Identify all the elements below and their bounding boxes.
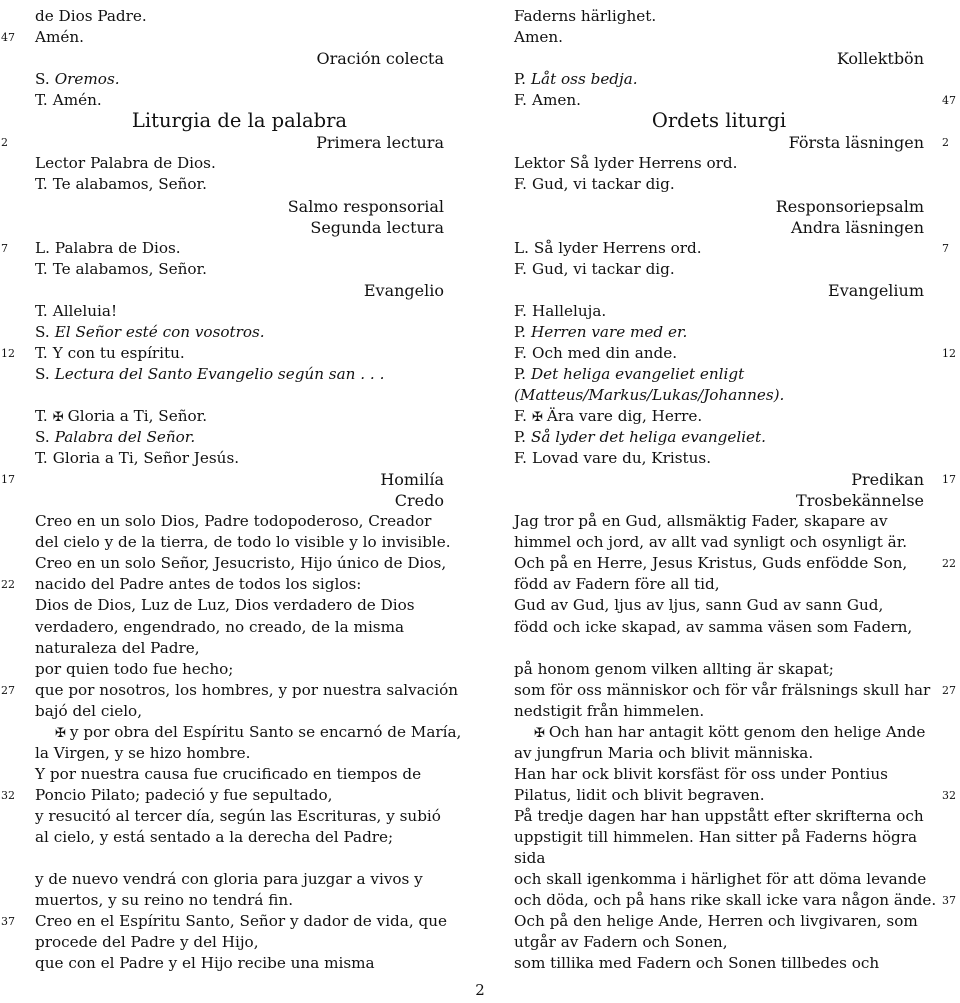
line-number: 12: [942, 346, 956, 360]
text-line: [514, 701, 924, 722]
speaker-label: T.: [35, 449, 48, 468]
text-line: [514, 553, 924, 574]
text-line: [514, 911, 924, 932]
line-text: Första läsningen: [788, 133, 924, 153]
line-text: Salmo responsorial: [287, 196, 444, 216]
text-line: [35, 701, 444, 722]
line-text: utgår av Fadern och Sonen,: [514, 933, 728, 952]
line-text: Dios de Dios, Luz de Luz, Dios verdadero de Dios: [35, 596, 415, 615]
text-line: [35, 174, 444, 195]
line-text: Te alabamos, Señor.: [52, 259, 207, 278]
text-line: [35, 911, 447, 932]
line-text: Och på den helige Ande, Herren och livgivaren, som: [514, 912, 918, 931]
line-text: Herren vare med er.: [530, 322, 688, 341]
text-line: [35, 301, 444, 322]
text-line: [514, 574, 924, 595]
subsection-heading: [514, 48, 924, 69]
text-line: [514, 595, 924, 616]
line-text: Homilía: [380, 470, 444, 490]
line-text: Halleluja.: [532, 301, 607, 320]
text-line: [514, 659, 924, 680]
line-text: al cielo, y está sentado a la derecha del Padre;: [35, 828, 394, 846]
speaker-label: P.: [514, 364, 526, 383]
line-number: 32: [942, 788, 956, 802]
text-line: [35, 6, 444, 27]
line-text: Liturgia de la palabra: [131, 109, 348, 133]
line-text: På tredje dagen har han uppstått efter skrifterna och: [514, 806, 924, 825]
line-text: Segunda lectura: [310, 217, 444, 237]
line-text: y por obra del Espíritu Santo se encarnó de María,: [69, 722, 462, 741]
line-number: 47: [942, 94, 956, 108]
line-text: Och på en Herre, Jesus Kristus, Guds enfödde Son,: [514, 554, 908, 573]
speaker-label: S.: [35, 322, 50, 341]
text-line: [514, 869, 927, 890]
text-line: [514, 827, 924, 848]
line-text: Palabra de Dios.: [90, 154, 216, 173]
text-line: [35, 259, 444, 280]
text-line: [514, 322, 924, 343]
text-line: [514, 890, 937, 911]
line-text: nedstigit från himmelen.: [514, 701, 705, 720]
line-text: sida: [514, 849, 546, 867]
subsection-heading: [35, 280, 444, 301]
line-text: född av Fadern före all tid,: [514, 575, 720, 594]
line-text: Oremos.: [54, 70, 120, 89]
subsection-heading: [35, 469, 444, 490]
speaker-label: T.: [35, 301, 48, 320]
line-text: Gloria a Ti, Señor.: [67, 406, 208, 425]
subsection-heading: [514, 469, 924, 490]
text-line: [514, 638, 924, 659]
speaker-label: T.: [35, 259, 48, 278]
subsection-heading: [514, 132, 924, 153]
line-text: Evangelium: [828, 280, 924, 300]
text-line: [35, 764, 444, 785]
line-text: Amen.: [514, 28, 563, 47]
line-text: Amén.: [35, 28, 84, 47]
line-text: Palabra de Dios.: [54, 238, 181, 257]
line-text: Y con tu espíritu.: [52, 343, 185, 362]
line-text: Kollektbön: [836, 49, 924, 69]
text-line: [35, 869, 444, 890]
cross-icon: ✠: [52, 409, 64, 425]
text-line: [514, 953, 924, 974]
line-number: 17: [942, 473, 956, 487]
line-text: y de nuevo vendrá con gloria para juzgar a vivos y: [35, 870, 423, 889]
line-text: Gloria a Ti, Señor Jesús.: [52, 449, 240, 468]
text-line: [514, 90, 924, 111]
line-text: Faderns härlighet.: [514, 7, 657, 25]
text-line: [514, 848, 924, 869]
text-line: [514, 448, 924, 469]
text-line: [35, 511, 444, 532]
speaker-label: F.: [514, 175, 527, 194]
line-text: (Matteus/Markus/Lukas/Johannes).: [514, 385, 785, 404]
line-text: Det heliga evangeliet enligt: [530, 364, 745, 383]
line-text: Te alabamos, Señor.: [52, 175, 207, 194]
line-text: Primera lectura: [316, 133, 444, 153]
text-line: [35, 680, 459, 701]
line-text: Gud, vi tackar dig.: [532, 175, 675, 194]
subsection-heading: [35, 48, 444, 69]
text-line: [514, 69, 924, 90]
line-text: que por nosotros, los hombres, y por nuestra salvación: [35, 680, 459, 699]
line-text: Låt oss bedja.: [530, 70, 638, 89]
speaker-label: Lector: [35, 154, 86, 173]
line-number: 2: [1, 136, 8, 150]
line-text: himmel och jord, av allt vad synligt och osynligt är.: [514, 533, 908, 552]
line-text: Han har ock blivit korsfäst för oss under Pontius: [514, 764, 888, 783]
text-line: [514, 259, 924, 280]
line-text: Credo: [394, 491, 444, 511]
line-text: på honom genom vilken allting är skapat;: [514, 659, 834, 678]
text-line: [35, 532, 451, 553]
line-text: Så lyder Herrens ord.: [569, 154, 738, 173]
line-text: Gud av Gud, ljus av ljus, sann Gud av sann Gud,: [514, 596, 884, 615]
subsection-heading: [35, 490, 444, 511]
line-text: och skall igenkomma i härlighet för att döma levande: [514, 870, 927, 889]
line-text: Palabra del Señor.: [54, 428, 196, 446]
text-line: [514, 722, 924, 743]
text-line: [514, 174, 924, 195]
line-text: Poncio Pilato; padeció y fue sepultado,: [35, 785, 333, 804]
line-text: som för oss människor och för vår frälsnings skull har: [514, 680, 931, 699]
text-line: [35, 69, 444, 90]
section-heading: [514, 109, 924, 133]
text-line: [514, 511, 924, 532]
line-text: Lectura del Santo Evangelio según san . . .: [54, 364, 385, 383]
speaker-label: S.: [35, 70, 50, 89]
line-text: por quien todo fue hecho;: [35, 659, 234, 678]
text-line: [35, 322, 444, 343]
text-line: [35, 953, 444, 974]
speaker-label: T.: [35, 91, 48, 110]
subsection-heading: [514, 217, 924, 238]
page-number: 2: [475, 981, 485, 999]
speaker-label: T.: [35, 406, 48, 425]
text-line: [514, 427, 924, 448]
line-text: av jungfrun Maria och blivit människa.: [514, 743, 814, 762]
line-number: 2: [942, 136, 949, 150]
cross-icon: ✠: [55, 725, 66, 741]
text-line: [35, 427, 444, 448]
line-text: la Virgen, y se hizo hombre.: [35, 743, 251, 762]
speaker-label: Lektor: [514, 154, 565, 173]
speaker-label: F.: [514, 406, 527, 425]
line-text: Jag tror på en Gud, allsmäktig Fader, skapare av: [514, 512, 888, 531]
text-line: [514, 385, 924, 406]
line-text: Och han har antagit kött genom den helige Ande: [548, 722, 926, 741]
text-line: [35, 448, 444, 469]
line-text: Evangelio: [363, 280, 444, 300]
text-line: [514, 343, 924, 364]
line-text: Trosbekännelse: [796, 491, 924, 511]
text-line: [514, 532, 924, 553]
text-line: [514, 785, 924, 806]
line-number: 37: [1, 915, 15, 929]
line-number: 22: [1, 578, 15, 592]
line-text: Creo en el Espíritu Santo, Señor y dador de vida, que: [35, 912, 447, 931]
line-text: naturaleza del Padre,: [35, 638, 200, 657]
line-number: 22: [942, 557, 956, 571]
line-number: 47: [1, 31, 15, 45]
text-line: [514, 617, 924, 638]
subsection-heading: [514, 280, 924, 301]
cross-icon: ✠: [534, 725, 545, 741]
text-line: [35, 343, 444, 364]
line-text: de Dios Padre.: [35, 7, 147, 25]
line-text: nacido del Padre antes de todos los siglos:: [35, 575, 362, 594]
subsection-heading: [514, 196, 924, 217]
speaker-label: L.: [514, 238, 529, 257]
speaker-label: P.: [514, 70, 526, 89]
line-text: och döda, och på hans rike skall icke vara någon ände.: [514, 891, 937, 910]
speaker-label: F.: [514, 343, 527, 362]
subsection-heading: [35, 196, 444, 217]
text-line: [35, 743, 444, 764]
text-line: [514, 27, 924, 48]
speaker-label: T.: [35, 343, 48, 362]
text-line: [514, 406, 924, 427]
line-number: 7: [1, 241, 8, 255]
text-line: [35, 890, 444, 911]
line-number: 32: [1, 788, 15, 802]
line-number: 12: [1, 346, 15, 360]
line-text: Ära vare dig, Herre.: [546, 406, 703, 425]
text-line: [35, 595, 444, 616]
text-line: [35, 659, 444, 680]
text-line: [35, 238, 444, 259]
text-line: [35, 153, 444, 174]
line-text: muertos, y su reino no tendrá fin.: [35, 891, 294, 910]
line-text: verdadero, engendrado, no creado, de la misma: [35, 617, 405, 636]
subsection-heading: [35, 217, 444, 238]
line-text: Ordets liturgi: [651, 109, 787, 133]
text-line: [514, 6, 924, 27]
line-number: 27: [942, 683, 956, 697]
speaker-label: S.: [35, 428, 50, 446]
line-text: som tillika med Fadern och Sonen tillbedes och: [514, 954, 880, 973]
line-text: Oración colecta: [316, 49, 444, 69]
line-text: procede del Padre y del Hijo,: [35, 933, 259, 952]
line-text: Alleluia!: [52, 301, 118, 320]
text-line: [514, 932, 924, 953]
line-text: Så lyder det heliga evangeliet.: [530, 428, 766, 446]
line-text: Creo en un solo Señor, Jesucristo, Hijo único de Dios,: [35, 554, 447, 573]
text-line: [35, 806, 444, 827]
text-line: [35, 617, 444, 638]
speaker-label: P.: [514, 322, 526, 341]
text-line: [35, 385, 444, 406]
line-text: Creo en un solo Dios, Padre todopoderoso, Creador: [35, 512, 432, 531]
speaker-label: F.: [514, 91, 527, 110]
line-text: Predikan: [851, 470, 924, 490]
line-text: Y por nuestra causa fue crucificado en tiempos de: [35, 764, 422, 783]
speaker-label: P.: [514, 428, 526, 446]
text-line: [35, 638, 444, 659]
line-text: del cielo y de la tierra, de todo lo visible y lo invisible.: [35, 533, 451, 552]
line-text: Och med din ande.: [532, 343, 678, 362]
line-text: Pilatus, lidit och blivit begraven.: [514, 785, 765, 804]
line-text: que con el Padre y el Hijo recibe una misma: [35, 954, 375, 973]
text-line: [514, 743, 924, 764]
subsection-heading: [35, 132, 444, 153]
line-text: Responsoriepsalm: [775, 196, 924, 216]
cross-icon: ✠: [532, 409, 543, 425]
speaker-label: F.: [514, 301, 527, 320]
line-text: bajó del cielo,: [35, 701, 143, 720]
line-text: El Señor esté con vosotros.: [54, 322, 265, 341]
speaker-label: T.: [35, 175, 48, 194]
text-line: [514, 764, 924, 785]
line-number: 27: [1, 683, 15, 697]
line-text: uppstigit till himmelen. Han sitter på Faderns högra: [514, 828, 918, 846]
text-line: [35, 406, 444, 427]
text-line: [35, 827, 444, 848]
line-text: y resucitó al tercer día, según las Escrituras, y subió: [35, 806, 441, 825]
text-line: [514, 806, 924, 827]
text-line: [35, 553, 447, 574]
line-text: Så lyder Herrens ord.: [533, 238, 702, 257]
section-heading: [35, 109, 444, 133]
text-line: [35, 27, 444, 48]
line-number: 17: [1, 473, 15, 487]
line-text: Amen.: [532, 91, 581, 110]
line-text: Gud, vi tackar dig.: [532, 259, 675, 278]
text-line: [514, 301, 924, 322]
text-line: [35, 364, 444, 385]
line-number: 37: [942, 894, 956, 908]
text-line: [35, 848, 444, 869]
subsection-heading: [514, 490, 924, 511]
speaker-label: F.: [514, 259, 527, 278]
text-line: [514, 364, 924, 385]
text-line: [35, 785, 444, 806]
line-text: Amén.: [52, 91, 102, 110]
text-line: [35, 90, 444, 111]
text-line: [35, 574, 444, 595]
text-line: [514, 238, 924, 259]
text-line: [514, 153, 924, 174]
speaker-label: F.: [514, 449, 527, 468]
text-line: [35, 932, 444, 953]
speaker-label: L.: [35, 238, 50, 257]
line-text: född och icke skapad, av samma väsen som Fadern,: [514, 617, 913, 636]
text-line: [35, 722, 462, 743]
text-line: [514, 680, 931, 701]
line-text: Lovad vare du, Kristus.: [532, 449, 712, 468]
speaker-label: S.: [35, 364, 50, 383]
line-number: 7: [942, 241, 949, 255]
line-text: Andra läsningen: [791, 217, 924, 237]
